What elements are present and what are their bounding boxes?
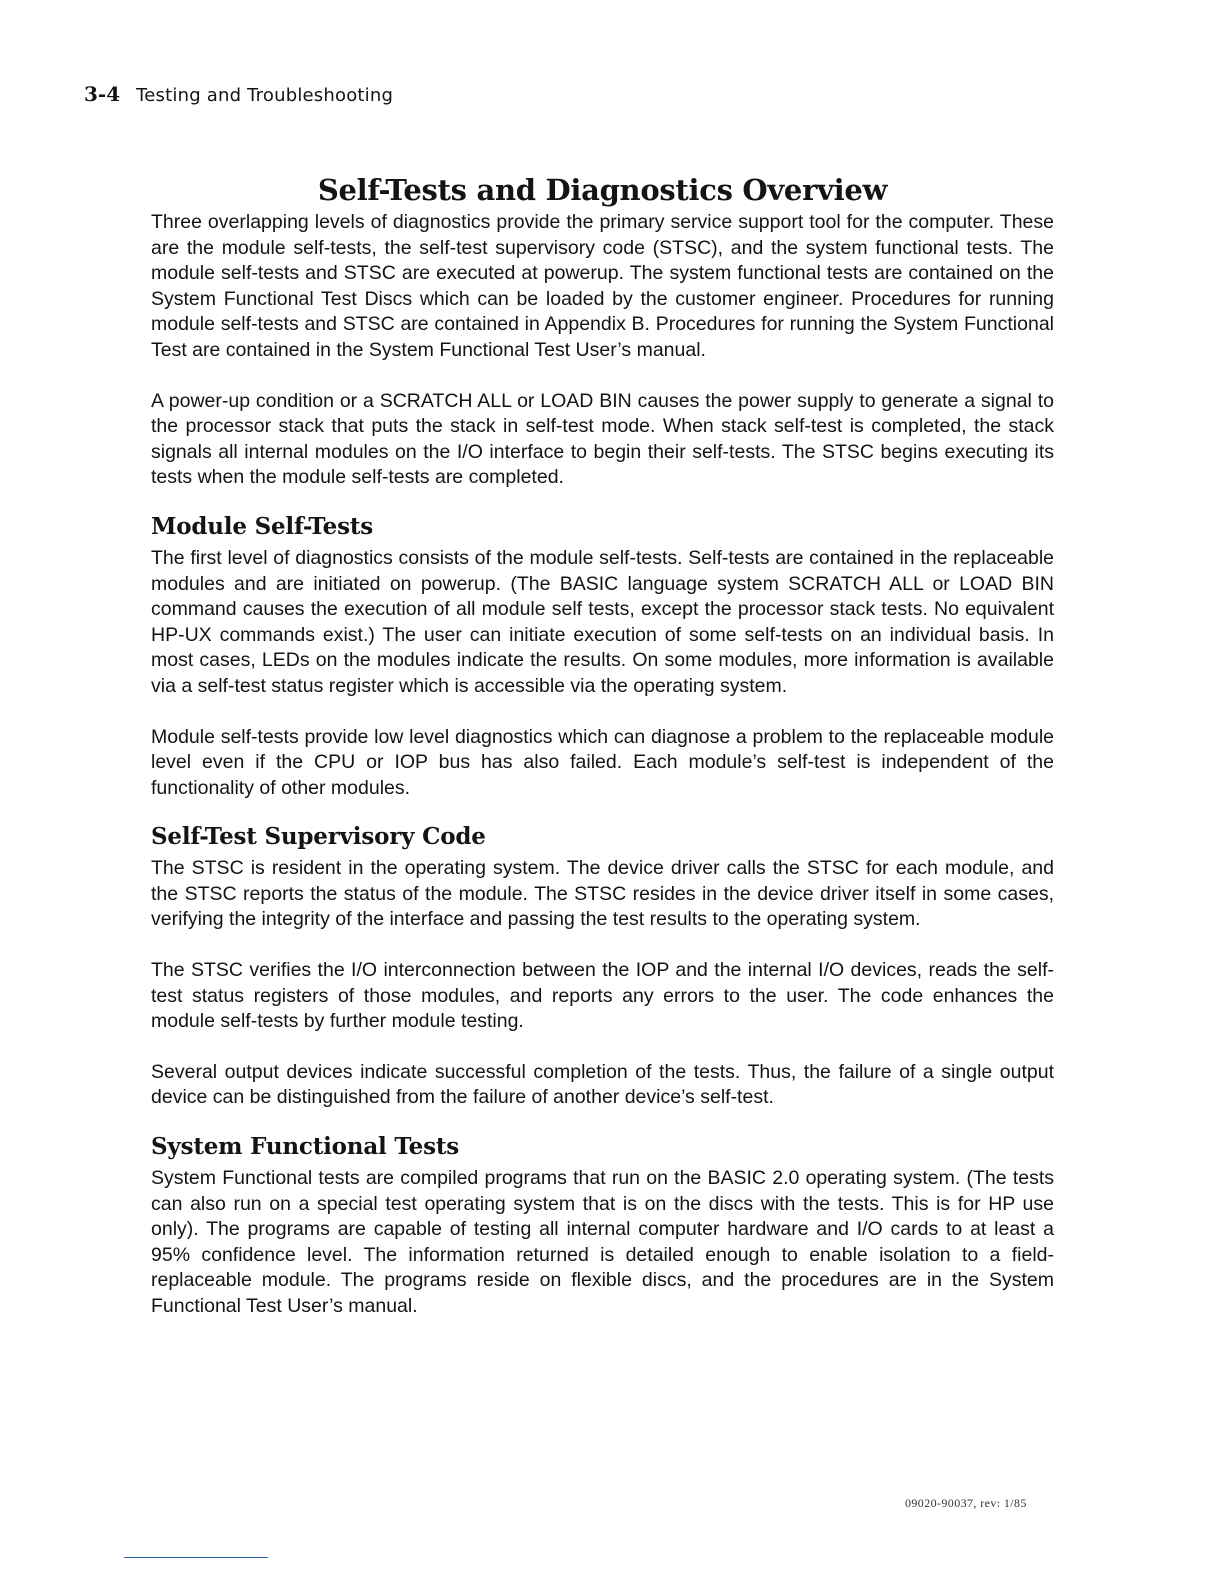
supervisory-code-paragraph-2: The STSC verifies the I/O interconnection between the IOP and the internal I/O devices, reads the self-test status registers of those modules, and reports any errors to the user. The code enhances the module self-tests by further module testing.: [151, 959, 1054, 1033]
page-title: Self-Tests and Diagnostics Overview: [317, 173, 888, 207]
module-self-tests-paragraph-1: The first level of diagnostics consists of the module self-tests. Self-tests are contained in the replaceable modules and are initiated on powerup. (The BASIC language system SCRATCH ALL or LOAD BIN command causes the execution of all module self tests, except the processor stack tests. No equivalent HP-UX commands exist.) The user can initiate execution of some self-tests on an individual basis. In most cases, LEDs on the modules indicate the results. On some modules, more information is available via a self-test status register which is accessible via the operating system.: [151, 546, 1054, 697]
supervisory-code-paragraph-1: The STSC is resident in the operating system. The device driver calls the STSC for each module, and the STSC reports the status of the module. The STSC resides in the device driver itself in some cases, verifying the integrity of the interface and passing the test results to the operating system.: [151, 857, 1054, 931]
page-number: 3-4: [84, 82, 121, 106]
section-heading-module-self-tests: Module Self-Tests: [151, 512, 374, 540]
system-functional-tests-paragraph-1: System Functional tests are compiled programs that run on the BASIC 2.0 operating system. (The tests can also run on a special test operating system that is on the discs with the tests. This is for HP use only). The programs are capable of testing all internal computer hardware and I/O cards to at least a 95% confidence level. The information returned is detailed enough to enable isolation to a field-replaceable module. The programs reside on flexible discs, and the procedures are in the System Functional Test User’s manual.: [151, 1167, 1054, 1317]
module-self-tests-paragraph-2: Module self-tests provide low level diagnostics which can diagnose a problem to the replaceable module level even if the CPU or IOP bus has also failed. Each module’s self-test is independent of the functionality of other modules.: [151, 725, 1054, 799]
running-title: Testing and Troubleshooting: [136, 85, 394, 106]
intro-paragraph-2: A power-up condition or a SCRATCH ALL or LOAD BIN causes the power supply to generate a signal to the processor stack that puts the stack in self-test mode. When stack self-test is completed, the stack signals all internal modules on the I/O interface to begin their self-tests. The STSC begins executing its tests when the module self-tests are completed.: [151, 389, 1054, 489]
page-content: [151, 170, 1054, 1320]
supervisory-code-paragraph-3: Several output devices indicate successful completion of the tests. Thus, the failure of a single output device can be distinguished from the failure of another device’s self-test.: [151, 1060, 1054, 1109]
footer-rule: [124, 1557, 268, 1558]
section-heading-system-functional-tests: System Functional Tests: [151, 1133, 460, 1161]
section-heading-supervisory-code: Self-Test Supervisory Code: [151, 823, 486, 851]
document-code: 09020-90037, rev: 1/85: [905, 1496, 1027, 1510]
page-header: [84, 82, 393, 112]
intro-paragraph-1: Three overlapping levels of diagnostics provide the primary service support tool for the computer. These are the module self-tests, the self-test supervisory code (STSC), and the system functional tests. The module self-tests and STSC are executed at powerup. The system functional tests are contained on the System Functional Test Discs which can be loaded by the customer engineer. Procedures for running module self-tests and STSC are contained in Appendix B. Procedures for running the System Functional Test are contained in the System Functional Test User’s manual.: [151, 211, 1054, 361]
